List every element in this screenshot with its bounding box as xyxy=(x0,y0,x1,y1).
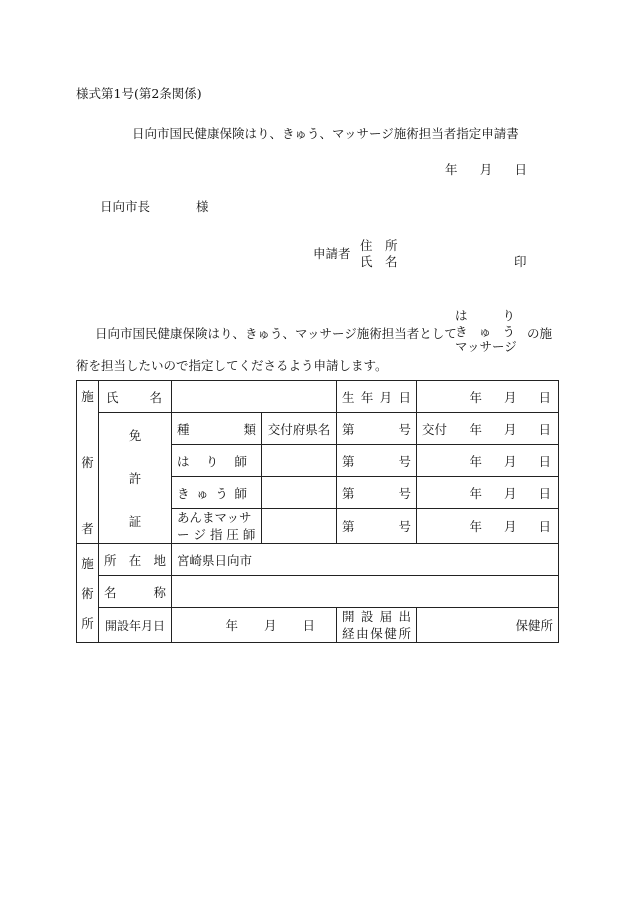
application-table xyxy=(76,380,559,643)
choice-hari xyxy=(455,308,515,324)
row-location xyxy=(77,544,559,576)
applicant-address-label: 住 所 xyxy=(360,238,398,253)
kyu-3: う xyxy=(215,485,228,501)
hc-1a: 開 xyxy=(342,609,355,624)
hari-date-field[interactable] xyxy=(417,445,559,477)
type-2: 類 xyxy=(243,421,256,437)
opened-day: 日 xyxy=(302,618,315,633)
choice-kyu-2: ゅ xyxy=(478,323,492,339)
addressee-name: 日向市長 xyxy=(100,199,151,214)
birth-3: 月 xyxy=(379,389,393,405)
birth-label-cell xyxy=(337,381,417,413)
iss-month: 月 xyxy=(503,421,517,437)
hari-3: 師 xyxy=(234,453,247,469)
hc-line-1 xyxy=(342,608,411,625)
hari-year: 年 xyxy=(469,453,482,469)
massage-year: 年 xyxy=(469,519,482,534)
type-1: 種 xyxy=(177,421,190,437)
opened-date-field[interactable] xyxy=(172,608,337,643)
date-month: 月 xyxy=(479,162,493,177)
location-label-cell xyxy=(99,544,172,576)
applicant-name-label: 氏 名 xyxy=(360,254,398,269)
loc-3: 地 xyxy=(153,552,166,568)
hari-num-prefix: 第 xyxy=(342,453,355,469)
license-char-2: 許 xyxy=(128,471,142,486)
kyu-2: ゅ xyxy=(196,485,209,501)
hc-1d: 出 xyxy=(398,609,411,624)
type-massage xyxy=(172,509,262,544)
kyu-num-prefix: 第 xyxy=(342,485,355,501)
hari-1: は xyxy=(177,453,190,469)
iss-day: 日 xyxy=(538,421,551,437)
kyu-number-field[interactable] xyxy=(337,477,417,509)
birth-4: 日 xyxy=(398,389,411,405)
opened-label: 開設年月日 xyxy=(99,608,172,643)
birth-date-field[interactable] xyxy=(417,381,559,413)
type-kyu xyxy=(172,477,262,509)
form-number: 様式第1号(第2条関係) xyxy=(76,86,202,101)
choice-kyu xyxy=(455,324,515,340)
massage-prefecture-field[interactable] xyxy=(262,509,337,544)
iss-year: 年 xyxy=(469,421,482,437)
applicant-label: 申請者 xyxy=(313,246,351,261)
choice-hari-2: り xyxy=(502,308,515,323)
kyu-prefecture-field[interactable] xyxy=(262,477,337,509)
massage-line-2: ー ジ 指 圧 師 xyxy=(177,527,256,542)
practitioner-char-3: 者 xyxy=(81,521,94,536)
issued-label: 交付 xyxy=(422,421,448,437)
massage-num-suffix: 号 xyxy=(398,519,411,534)
date-year: 年 xyxy=(445,162,458,177)
loc-2: 在 xyxy=(128,552,142,568)
hari-num-suffix: 号 xyxy=(398,453,411,469)
body-line2: 術を担当したいので指定してくださるよう申請します。 xyxy=(76,358,388,373)
clinic-char-3: 所 xyxy=(81,616,94,631)
row-name xyxy=(77,381,559,413)
issued-date-header xyxy=(417,413,559,445)
choice-hari-1: は xyxy=(455,308,468,323)
birth-year: 年 xyxy=(469,389,482,405)
body-suffix: の施 xyxy=(527,326,553,341)
kyu-day: 日 xyxy=(538,485,551,501)
body-prefix: 日向市国民健康保険はり、きゅう、マッサージ施術担当者として xyxy=(95,326,457,341)
massage-day: 日 xyxy=(538,519,551,534)
health-center-suffix: 保健所 xyxy=(515,618,553,633)
birth-day: 日 xyxy=(538,389,551,405)
date-day: 日 xyxy=(514,162,527,177)
type-hari xyxy=(172,445,262,477)
cname-2: 称 xyxy=(153,584,166,600)
hc-2d: 健 xyxy=(384,626,397,641)
license-char-3: 証 xyxy=(128,514,142,529)
num-prefix: 第 xyxy=(342,421,355,437)
header-date xyxy=(445,160,527,178)
hc-2b: 由 xyxy=(356,626,369,641)
prefecture-header: 交付府県名 xyxy=(262,413,337,445)
hc-1c: 届 xyxy=(379,609,393,624)
addressee-honorific: 様 xyxy=(196,199,209,214)
opened-month: 月 xyxy=(263,618,277,633)
name-label-2: 名 xyxy=(149,389,162,405)
birth-month: 月 xyxy=(503,389,517,405)
clinic-name-label-cell xyxy=(99,576,172,608)
massage-date-field[interactable] xyxy=(417,509,559,544)
hc-1b: 設 xyxy=(360,609,374,624)
massage-month: 月 xyxy=(503,519,517,534)
seal-mark: 印 xyxy=(514,254,527,269)
kyu-date-field[interactable] xyxy=(417,477,559,509)
massage-line-1: あんまマッサ xyxy=(177,510,252,525)
clinic-name-field[interactable] xyxy=(172,576,559,608)
location-field[interactable] xyxy=(172,544,559,576)
hc-2e: 所 xyxy=(398,626,411,641)
kyu-month: 月 xyxy=(503,485,517,501)
hari-2: り xyxy=(205,453,219,469)
hc-2c: 保 xyxy=(370,626,383,641)
kyu-4: 師 xyxy=(234,485,247,501)
license-label-cell xyxy=(99,413,172,544)
row-opened xyxy=(77,608,559,643)
practitioner-char-2: 術 xyxy=(81,455,94,470)
cname-1: 名 xyxy=(104,584,117,600)
name-field[interactable] xyxy=(172,381,337,413)
kyu-year: 年 xyxy=(469,485,482,501)
birth-1: 生 xyxy=(342,389,355,405)
hc-line-2 xyxy=(342,625,411,642)
page-title: 日向市国民健康保険はり、きゅう、マッサージ施術担当者指定申請書 xyxy=(132,126,519,141)
clinic-char-1: 施 xyxy=(81,556,94,571)
massage-number-field[interactable] xyxy=(337,509,417,544)
health-center-field[interactable] xyxy=(417,608,559,643)
hari-month: 月 xyxy=(503,453,517,469)
hc-2a: 経 xyxy=(342,626,355,641)
massage-num-prefix: 第 xyxy=(342,519,355,534)
hari-prefecture-field[interactable] xyxy=(262,445,337,477)
row-clinic-name xyxy=(77,576,559,608)
choice-kyu-1: き xyxy=(455,323,468,339)
num-suffix: 号 xyxy=(398,421,411,437)
birth-2: 年 xyxy=(360,389,374,405)
choice-massage: マッサージ xyxy=(455,339,517,354)
practitioner-char-1: 施 xyxy=(81,389,94,404)
hari-day: 日 xyxy=(538,453,551,469)
health-center-label-cell xyxy=(337,608,417,643)
kyu-num-suffix: 号 xyxy=(398,485,411,501)
name-label-1: 氏 xyxy=(106,389,119,405)
hari-number-field[interactable] xyxy=(337,445,417,477)
loc-1: 所 xyxy=(104,552,117,568)
treatment-choices xyxy=(455,308,517,355)
row-license-header xyxy=(77,413,559,445)
practitioner-label-cell xyxy=(77,381,99,544)
choice-kyu-3: う xyxy=(502,323,515,339)
clinic-label-cell xyxy=(77,544,99,643)
location-value: 宮崎県日向市 xyxy=(177,552,253,568)
kyu-1: き xyxy=(177,485,190,501)
number-header xyxy=(337,413,417,445)
clinic-char-2: 術 xyxy=(81,586,94,601)
license-char-1: 免 xyxy=(128,428,142,443)
opened-year: 年 xyxy=(225,618,238,633)
type-header xyxy=(172,413,262,445)
name-label-cell xyxy=(99,381,172,413)
